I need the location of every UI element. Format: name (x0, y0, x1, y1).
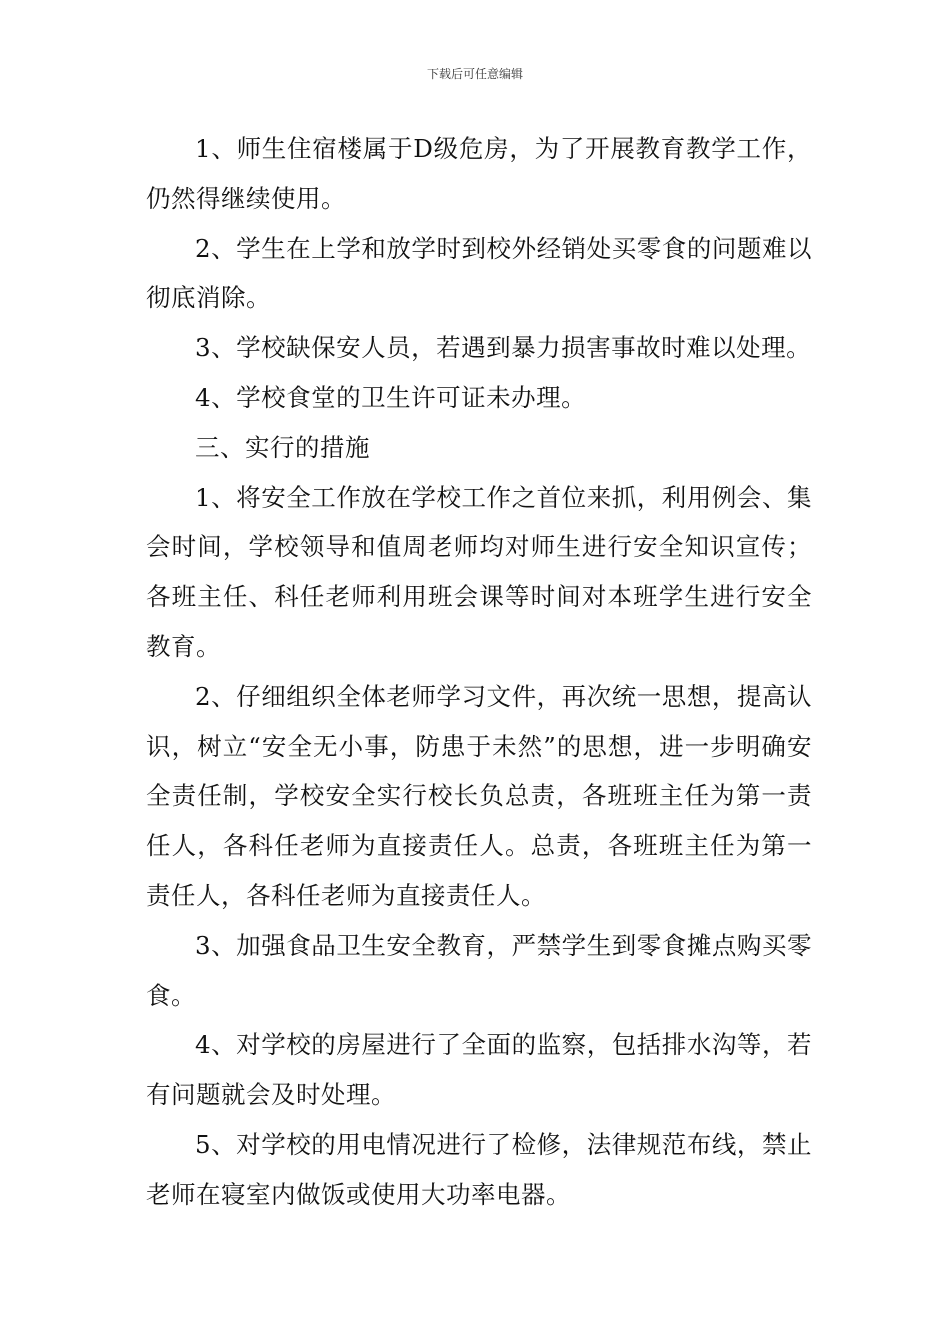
page-header: 下载后可任意编辑 (426, 67, 523, 81)
paragraph-issue-1: 1、师生住宿楼属于D级危房，为了开展教育教学工作，仍然得继续使用。 (146, 134, 812, 213)
paragraph-measure-4: 4、对学校的房屋进行了全面的监察，包括排水沟等，若有问题就会及时处理。 (146, 1030, 812, 1110)
paragraph-issue-2: 2、学生在上学和放学时到校外经销处买零食的问题难以彻底消除。 (146, 233, 812, 313)
paragraph-issue-3: 3、学校缺保安人员，若遇到暴力损害事故时难以处理。 (195, 333, 812, 363)
paragraph-issue-4: 4、学校食堂的卫生许可证未办理。 (195, 382, 587, 412)
paragraph-measure-1: 1、将安全工作放在学校工作之首位来抓，利用例会、集会时间，学校领导和值周老师均对师生进行安全知识宣传；各班主任、科任老师利用班会课等时间对本班学生进行安全教育。 (146, 482, 812, 661)
paragraph-measure-5: 5、对学校的用电情况进行了检修，法律规范布线，禁止老师在寝室内做饭或使用大功率电器。 (146, 1129, 812, 1209)
paragraph-measure-2: 2、仔细组织全体老师学习文件，再次统一思想，提高认识，树立“安全无小事，防患于未然”的思想，进一步明确安全责任制，学校安全实行校长负总责，各班班主任为第一责任人，各科任老师为直接责任人。总责，各班班主任为第一责任人，各科任老师为直接责任人。 (146, 681, 812, 910)
document-body (146, 124, 812, 1220)
section-heading-measures: 三、实行的措施 (195, 432, 370, 462)
paragraph-measure-3: 3、加强食品卫生安全教育，严禁学生到零食摊点购买零食。 (146, 930, 812, 1010)
